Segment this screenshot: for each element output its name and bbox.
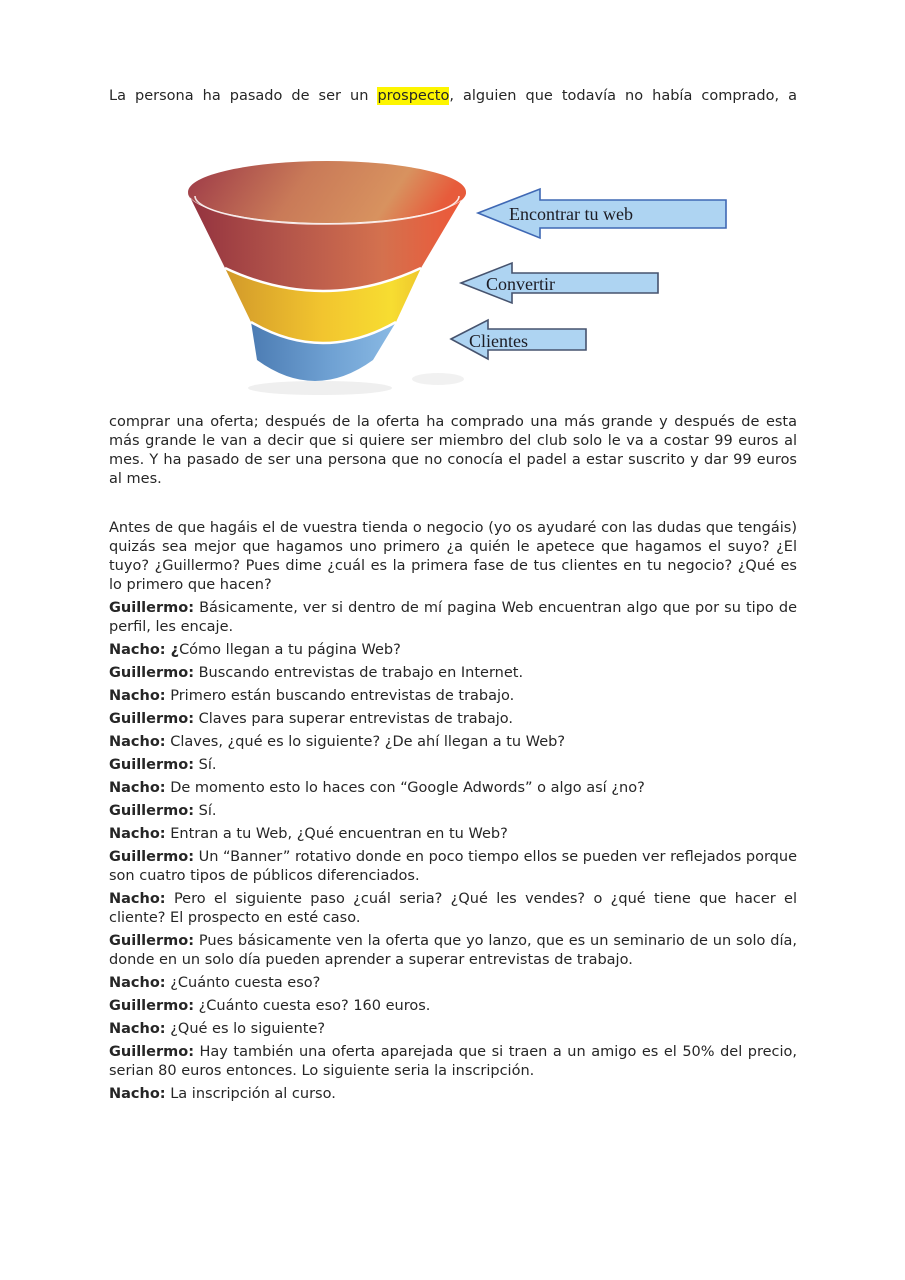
- speaker-name: Nacho:: [109, 688, 166, 704]
- dialog-paragraph: [109, 932, 797, 970]
- speaker-name: Guillermo:: [109, 933, 194, 949]
- dialog-paragraph: [109, 710, 797, 729]
- dialog-paragraph: [109, 664, 797, 683]
- body-paragraph-intro-dialog: Antes de que hagáis el de vuestra tienda o negocio (yo os ayudaré con las dudas que tengáis) quizás sea mejor que hagamos uno primero ¿a quién le apetece que hagamos el suyo? ¿El tuyo? ¿Guillermo? Pues dime ¿cuál es la primera fase de tus clientes en tu negocio? ¿Qué es lo primero que hacen?: [109, 520, 797, 593]
- dialog-paragraph: [109, 641, 797, 660]
- dialog-paragraph: [109, 733, 797, 752]
- dialog-text: Claves para superar entrevistas de trabajo.: [194, 711, 514, 727]
- dialog-paragraph: [109, 890, 797, 928]
- dialog-paragraph: [109, 687, 797, 706]
- speaker-name: Guillermo:: [109, 1044, 194, 1060]
- dialog-text: ¿Cuánto cuesta eso?: [165, 975, 321, 991]
- body-paragraph-after-figure: comprar una oferta; después de la oferta ha comprado una más grande y después de esta más grande le van a decir que si quiere ser miembro del club solo le va a costar 99 euros al mes. Y ha pasado de ser una persona que no conocía el padel a estar suscrito y dar 99 euros al mes.: [109, 414, 797, 487]
- arrow-convertir: [461, 263, 658, 303]
- dialog-text: Hay también una oferta aparejada que si traen a un amigo es el 50% del precio, serian 80 euros entonces. Lo siguiente seria la inscripción.: [109, 1044, 797, 1079]
- speaker-name: Nacho:: [109, 975, 166, 991]
- dialog-paragraph: [109, 1043, 797, 1081]
- dialog-paragraph: [109, 756, 797, 775]
- dialog-text: Básicamente, ver si dentro de mí pagina Web encuentran algo que por su tipo de perfil, les encaje.: [109, 600, 797, 635]
- intro-paragraph: [109, 87, 797, 106]
- funnel-figure: [109, 150, 797, 400]
- dialog-paragraph: [109, 1085, 797, 1104]
- arrow-encontrar-tu-web: [478, 189, 726, 238]
- speaker-name: Guillermo:: [109, 849, 194, 865]
- dialog-text: Sí.: [194, 803, 217, 819]
- dialog-text: Pero el siguiente paso ¿cuál seria? ¿Qué les vendes? o ¿qué tiene que hacer el cliente? El prospecto en esté caso.: [109, 891, 797, 926]
- dialog-text: Entran a tu Web, ¿Qué encuentran en tu Web?: [165, 826, 508, 842]
- dialog-paragraph: [109, 779, 797, 798]
- speaker-name: Guillermo:: [109, 757, 194, 773]
- dialog-paragraph: [109, 997, 797, 1016]
- dialog-paragraph: [109, 825, 797, 844]
- arrow-label-convertir: Convertir: [486, 274, 555, 294]
- dialog-text: Pues básicamente ven la oferta que yo lanzo, que es un seminario de un solo día, donde en un solo día pueden aprender a superar entrevistas de trabajo.: [109, 933, 797, 968]
- dialog-paragraph: [109, 974, 797, 993]
- speaker-name: Nacho:: [109, 891, 166, 907]
- dialog-text: De momento esto lo haces con “Google Adwords” o algo así ¿no?: [165, 780, 645, 796]
- funnel-chart: [109, 150, 797, 400]
- speaker-name: Nacho:: [109, 1086, 166, 1102]
- speaker-name: Guillermo:: [109, 665, 194, 681]
- arrow-clientes: [451, 320, 586, 359]
- intro-text-post: , alguien que todavía no había comprado, a: [449, 88, 797, 104]
- dialog-text: Claves, ¿qué es lo siguiente? ¿De ahí llegan a tu Web?: [165, 734, 566, 750]
- speaker-name: Guillermo:: [109, 803, 194, 819]
- dialog-text: ¿Qué es lo siguiente?: [165, 1021, 326, 1037]
- dialog-paragraph: [109, 848, 797, 886]
- funnel-shadow-small: [412, 373, 464, 385]
- dialog-section: [109, 599, 797, 1104]
- highlighted-word: prospecto: [377, 88, 450, 104]
- dialog-paragraph: [109, 802, 797, 821]
- arrow-label-encontrar-tu-web: Encontrar tu web: [509, 204, 633, 224]
- speaker-name: Nacho: ¿: [109, 642, 180, 658]
- speaker-name: Nacho:: [109, 826, 166, 842]
- funnel-top-opening: [188, 161, 466, 223]
- speaker-name: Guillermo:: [109, 600, 194, 616]
- dialog-text: Sí.: [194, 757, 217, 773]
- dialog-paragraph: [109, 599, 797, 637]
- intro-text-pre: La persona ha pasado de ser un: [109, 88, 378, 104]
- dialog-text: Primero están buscando entrevistas de trabajo.: [165, 688, 515, 704]
- speaker-name: Guillermo:: [109, 711, 194, 727]
- dialog-text: La inscripción al curso.: [165, 1086, 336, 1102]
- dialog-text: ¿Cuánto cuesta eso? 160 euros.: [194, 998, 431, 1014]
- dialog-text: Un “Banner” rotativo donde en poco tiempo ellos se pueden ver reflejados porque son cuatro tipos de públicos diferenciados.: [109, 849, 797, 884]
- dialog-paragraph: [109, 1020, 797, 1039]
- arrow-label-clientes: Clientes: [469, 331, 528, 351]
- speaker-name: Nacho:: [109, 1021, 166, 1037]
- dialog-text: Buscando entrevistas de trabajo en Internet.: [194, 665, 524, 681]
- speaker-name: Guillermo:: [109, 998, 194, 1014]
- speaker-name: Nacho:: [109, 780, 166, 796]
- dialog-text: Cómo llegan a tu página Web?: [179, 642, 401, 658]
- funnel-shadow: [248, 381, 392, 395]
- speaker-name: Nacho:: [109, 734, 166, 750]
